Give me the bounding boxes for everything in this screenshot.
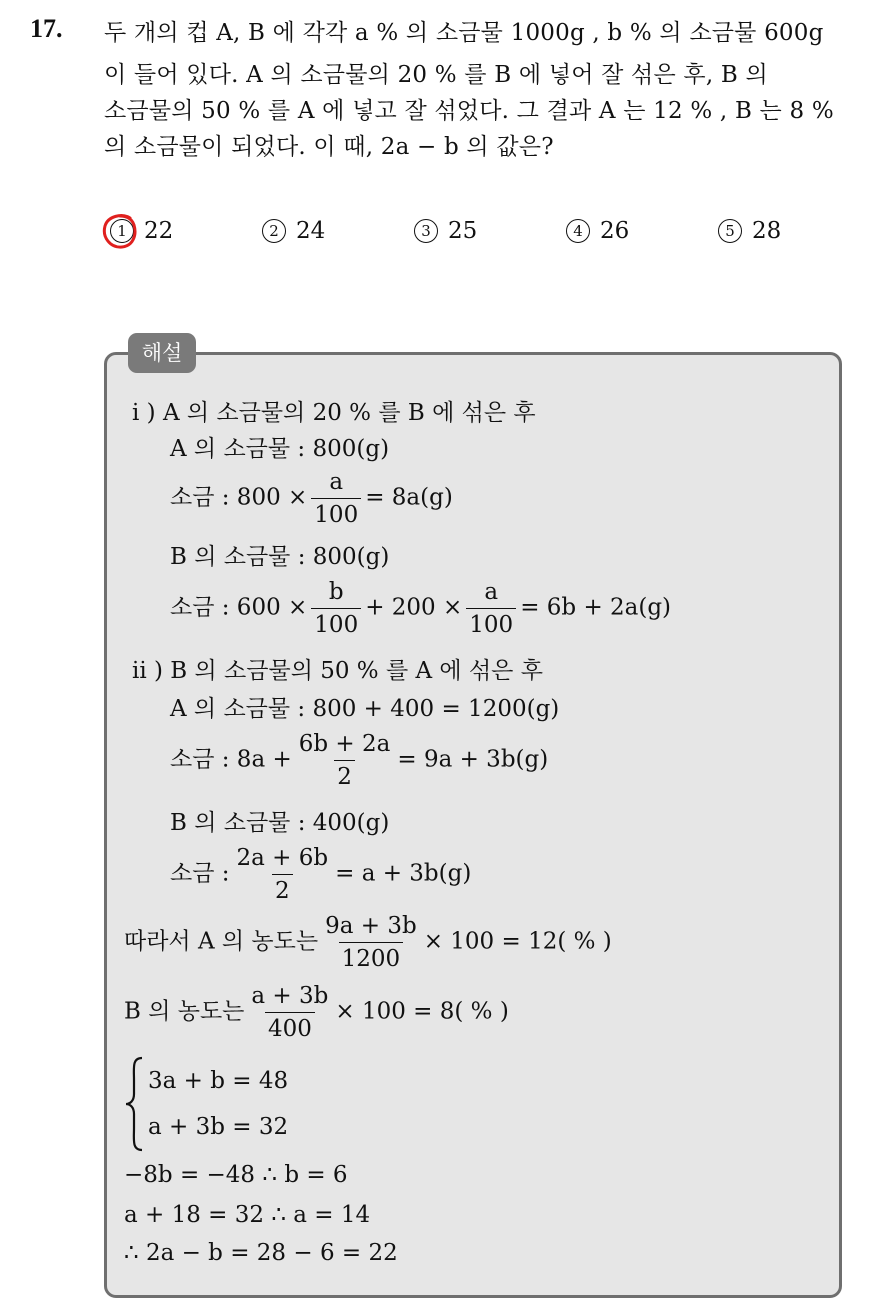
option-number: 3 [414, 219, 438, 243]
option-value: 25 [448, 218, 478, 244]
fraction: $\frac{a + 3b}{400}$ [251, 983, 329, 1042]
fraction: $\frac{b}{100}$ [311, 578, 361, 639]
final-answer: ∴ 2a − b = 28 − 6 = 22 [124, 1240, 398, 1266]
fraction: $\frac{a}{100}$ [466, 578, 516, 639]
fraction: $\frac{9a + 3b}{1200}$ [325, 913, 417, 972]
step2-a-salt: 소금 : 8a + $\frac{6b + 2a}{2}$ = 9a + 3b(g) [170, 731, 549, 790]
question-line-1: 두 개의 컵 A, B 에 각각 a % 의 소금물 1000g , b % 의 소금물 600g [104, 20, 824, 46]
option-number: 1 [110, 219, 134, 243]
system-equation-1: 3a + b = 48 [148, 1068, 289, 1094]
question-line-2: 이 들어 있다. A 의 소금물의 20 % 를 B 에 넣어 잘 섞은 후, B 의 [104, 62, 768, 88]
fraction: $\frac{2a + 6b}{2}$ [236, 845, 329, 904]
step2-a-water: A 의 소금물 : 800 + 400 = 1200(g) [170, 696, 560, 722]
solution-tag: 해설 [128, 333, 196, 373]
concentration-a: 따라서 A 의 농도는 $\frac{9a + 3b}{1200}$ × 100 = 12( % ) [124, 913, 612, 972]
option-number: 4 [566, 219, 590, 243]
result-a: a + 18 = 32 ∴ a = 14 [124, 1202, 371, 1228]
fraction: $\frac{a}{100}$ [311, 468, 361, 529]
option-number: 2 [262, 219, 286, 243]
step1-b-water: B 의 소금물 : 800(g) [170, 544, 390, 570]
system-equation-2: a + 3b = 32 [148, 1114, 289, 1140]
step2-heading: ii ) B 의 소금물의 50 % 를 A 에 섞은 후 [132, 658, 543, 684]
question-line-3: 소금물의 50 % 를 A 에 넣고 잘 섞었다. 그 결과 A 는 12 % , B 는 8 % [104, 98, 834, 124]
question-number: 17. [30, 14, 63, 43]
step1-a-salt: 소금 : 800 × $\frac{a}{100}$ = 8a(g) [170, 469, 453, 528]
step2-b-water: B 의 소금물 : 400(g) [170, 810, 390, 836]
result-b: −8b = −48 ∴ b = 6 [124, 1162, 348, 1188]
step1-b-salt: 소금 : 600 × $\frac{b}{100}$ + 200 × $\frac{a}{100}$ = 6b + 2a(g) [170, 579, 672, 638]
option-value: 22 [144, 218, 174, 244]
step1-heading: i ) A 의 소금물의 20 % 를 B 에 섞은 후 [132, 400, 536, 426]
fraction: $\frac{6b + 2a}{2}$ [298, 731, 391, 790]
option-4[interactable] [566, 218, 629, 244]
option-number: 5 [718, 219, 742, 243]
concentration-b: B 의 농도는 $\frac{a + 3b}{400}$ × 100 = 8( % ) [124, 983, 509, 1042]
question-line-4: 의 소금물이 되었다. 이 때, 2a − b 의 값은? [104, 134, 554, 160]
equation-brace-icon [124, 1056, 146, 1152]
answer-mark-icon [100, 212, 140, 252]
option-value: 26 [600, 218, 630, 244]
option-3[interactable] [414, 218, 477, 244]
step1-a-water: A 의 소금물 : 800(g) [170, 436, 390, 462]
option-2[interactable] [262, 218, 325, 244]
option-5[interactable] [718, 218, 781, 244]
option-value: 28 [752, 218, 782, 244]
option-value: 24 [296, 218, 326, 244]
step2-b-salt: 소금 : $\frac{2a + 6b}{2}$ = a + 3b(g) [170, 845, 472, 904]
